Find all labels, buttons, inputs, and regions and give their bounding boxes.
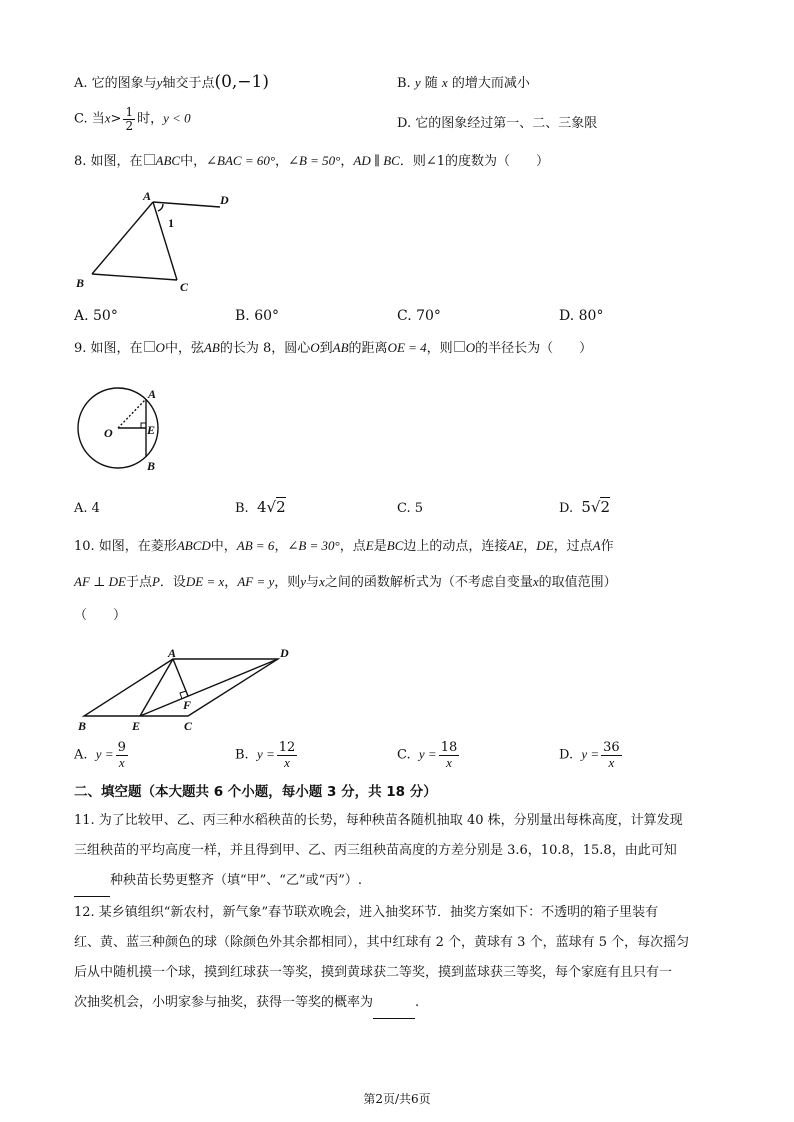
angle-1-arc <box>158 204 163 211</box>
label-a: A <box>143 189 152 203</box>
rhombus-abcd <box>84 659 278 716</box>
q7-option-c: C. 当x> $\frac{1}{2}$ 时，y < 0 <box>74 105 191 133</box>
q11-line1: 11. 为了比较甲、乙、丙三种水稻秧苗的长势，每种秧苗各随机抽取 40 株，分别量出每株高度，计算发现 <box>74 813 683 828</box>
q11-text <box>74 806 726 897</box>
segment-ab <box>92 202 153 274</box>
q9-figure <box>70 378 180 478</box>
q10-option-b: B. y = $\frac{12}{x}$ <box>235 740 296 770</box>
q9-option-a: A. 4 <box>74 501 100 516</box>
q8-option-c: C. 70° <box>397 308 441 324</box>
label-a: A <box>148 387 157 401</box>
label-e: E <box>132 719 141 733</box>
circle-symbol-icon <box>144 341 155 352</box>
label-f: F <box>183 698 192 712</box>
q12-line3: 后从中随机摸一个球，摸到红球获一等奖，摸到黄球获二等奖，摸到蓝球获三等奖，每个家庭有且只有一 <box>74 965 673 980</box>
segment-ae <box>140 659 173 716</box>
segment-af <box>173 659 188 696</box>
label-o: O <box>104 426 113 440</box>
q8-option-d: D. 80° <box>559 308 604 324</box>
label-c: C <box>184 719 193 733</box>
label-e: E <box>147 423 156 437</box>
q7-option-b: B. y 随 x 的增大而减小 <box>397 75 530 91</box>
q7-option-a: A. 它的图象与y轴交于点(0,−1) <box>74 72 269 92</box>
section-title: 二、填空题（本大题共 6 个小题，每小题 3 分，共 18 分） <box>74 784 437 800</box>
label-c: C <box>180 280 189 294</box>
q10-stem-line2: AF ⊥ DE于点P．设DE = x，AF = y，则y与x之间的函数解析式为（不考虑自变量x的取值范围） <box>74 574 617 590</box>
label-d: D <box>280 646 289 660</box>
q8-option-b: B. 60° <box>235 308 280 324</box>
answer-blank[interactable] <box>74 866 110 897</box>
q8-figure <box>70 185 250 300</box>
label-1: 1 <box>168 216 174 230</box>
q10-option-d: D. y = $\frac{36}{x}$ <box>559 740 620 770</box>
label-a: A <box>168 646 177 660</box>
q10-answer-brackets: （ ） <box>74 608 127 623</box>
q7-option-d: D. 它的图象经过第一、二、三象限 <box>397 116 598 131</box>
q12-line1: 12. 某乡镇组织“新农村，新气象”春节联欢晚会，进入抽奖环节．抽奖方案如下：不透明的箱子里装有 <box>74 905 659 920</box>
right-angle-mark <box>141 423 146 428</box>
answer-blank[interactable] <box>373 988 415 1019</box>
segment-bc <box>92 274 177 280</box>
q8-option-a: A. 50° <box>74 308 118 324</box>
q9-stem: 9. 如图，在 O中，弦AB的长为 8，圆心O到AB的距离OE = 4，则 O的半径长为（ ） <box>74 340 593 356</box>
q10-figure <box>70 643 300 738</box>
q11-line2: 三组秧苗的平均高度一样，并且得到甲、乙、丙三组秧苗高度的方差分别是 3.6，10.8，15.8，由此可知 <box>74 843 677 858</box>
q9-option-b: B. 4√2 <box>235 498 286 516</box>
q9-option-c: C. 5 <box>397 501 424 516</box>
q11-line3: 种秧苗长势更整齐（填“甲”、“乙”或“丙”）. <box>74 866 726 897</box>
segment-ac <box>153 202 177 280</box>
label-b: B <box>78 719 87 733</box>
q12-line2: 红、黄、蓝三种颜色的球（除颜色外其余都相同），其中红球有 2 个，黄球有 3 个，蓝球有 5 个，每次摇匀 <box>74 935 690 950</box>
circle-symbol-icon <box>454 341 465 352</box>
page-footer: 第2页/共6页 <box>363 1092 431 1106</box>
q10-option-c: C. y = $\frac{18}{x}$ <box>397 740 458 770</box>
q9-option-d: D. 5√2 <box>559 498 611 516</box>
q12-text <box>74 898 726 1019</box>
segment-oa-dashed <box>118 399 146 428</box>
label-b: B <box>76 276 85 290</box>
label-b: B <box>147 459 156 473</box>
label-d: D <box>220 193 229 207</box>
triangle-symbol-icon <box>144 154 155 165</box>
q10-stem-line1: 10. 如图，在菱形ABCD中，AB = 6，∠B = 30°，点E是BC边上的动点，连接AE，DE，过点A作 <box>74 538 614 554</box>
q12-line4: 次抽奖机会，小明家参与抽奖，获得一等奖的概率为 . <box>74 988 726 1019</box>
q8-stem: 8. 如图，在 ABC中，∠BAC = 60°，∠B = 50°，AD ∥ BC．则∠1的度数为（ ） <box>74 153 550 169</box>
q10-option-a: A. y = $\frac{9}{x}$ <box>74 740 126 770</box>
